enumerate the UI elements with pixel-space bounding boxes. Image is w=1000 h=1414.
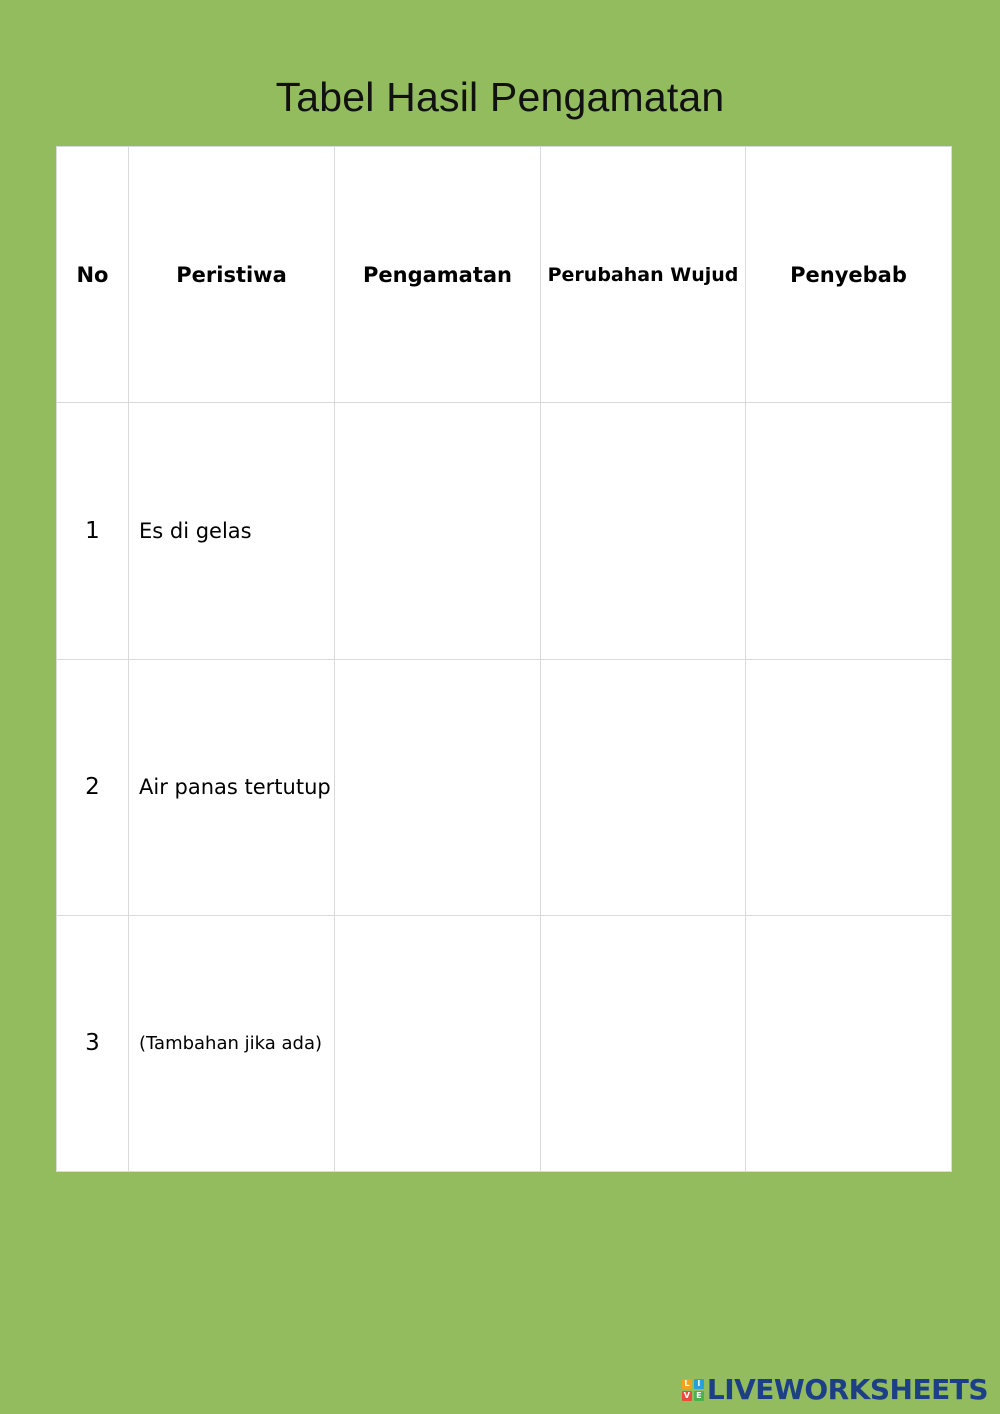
- logo-letter: E: [694, 1391, 704, 1401]
- observation-cell[interactable]: [335, 915, 541, 1171]
- header-perubahan-wujud: Perubahan Wujud: [541, 147, 746, 403]
- header-no: No: [57, 147, 129, 403]
- row-number: 2: [57, 659, 129, 915]
- logo-letter: V: [683, 1390, 690, 1400]
- logo-letter: I: [694, 1379, 704, 1389]
- event-cell: Air panas tertutup: [129, 659, 335, 915]
- cause-cell[interactable]: [746, 915, 952, 1171]
- worksheet-table-container: [56, 146, 951, 1172]
- header-pengamatan: Pengamatan: [335, 147, 541, 403]
- header-penyebab: Penyebab: [746, 147, 952, 403]
- liveworksheets-logo: [682, 1373, 988, 1406]
- cause-cell[interactable]: [746, 403, 952, 659]
- cause-cell[interactable]: [746, 659, 952, 915]
- table-row: [57, 403, 952, 659]
- event-cell: Es di gelas: [129, 403, 335, 659]
- header-peristiwa: Peristiwa: [129, 147, 335, 403]
- observation-cell[interactable]: [335, 659, 541, 915]
- table-row: [57, 659, 952, 915]
- observation-cell[interactable]: [335, 403, 541, 659]
- row-number: 1: [57, 403, 129, 659]
- brand-name: LIVEWORKSHEETS: [706, 1373, 988, 1406]
- change-of-state-cell[interactable]: [541, 403, 746, 659]
- page-title: Tabel Hasil Pengamatan: [275, 74, 725, 120]
- row-number: 3: [57, 915, 129, 1171]
- observation-table: [56, 146, 952, 1172]
- change-of-state-cell[interactable]: [541, 915, 746, 1171]
- table-header-row: [57, 147, 952, 403]
- change-of-state-cell[interactable]: [541, 659, 746, 915]
- event-cell: (Tambahan jika ada): [129, 915, 335, 1171]
- liveworksheets-logo-icon: [682, 1379, 704, 1401]
- logo-letter: L: [682, 1379, 692, 1389]
- table-row: [57, 915, 952, 1171]
